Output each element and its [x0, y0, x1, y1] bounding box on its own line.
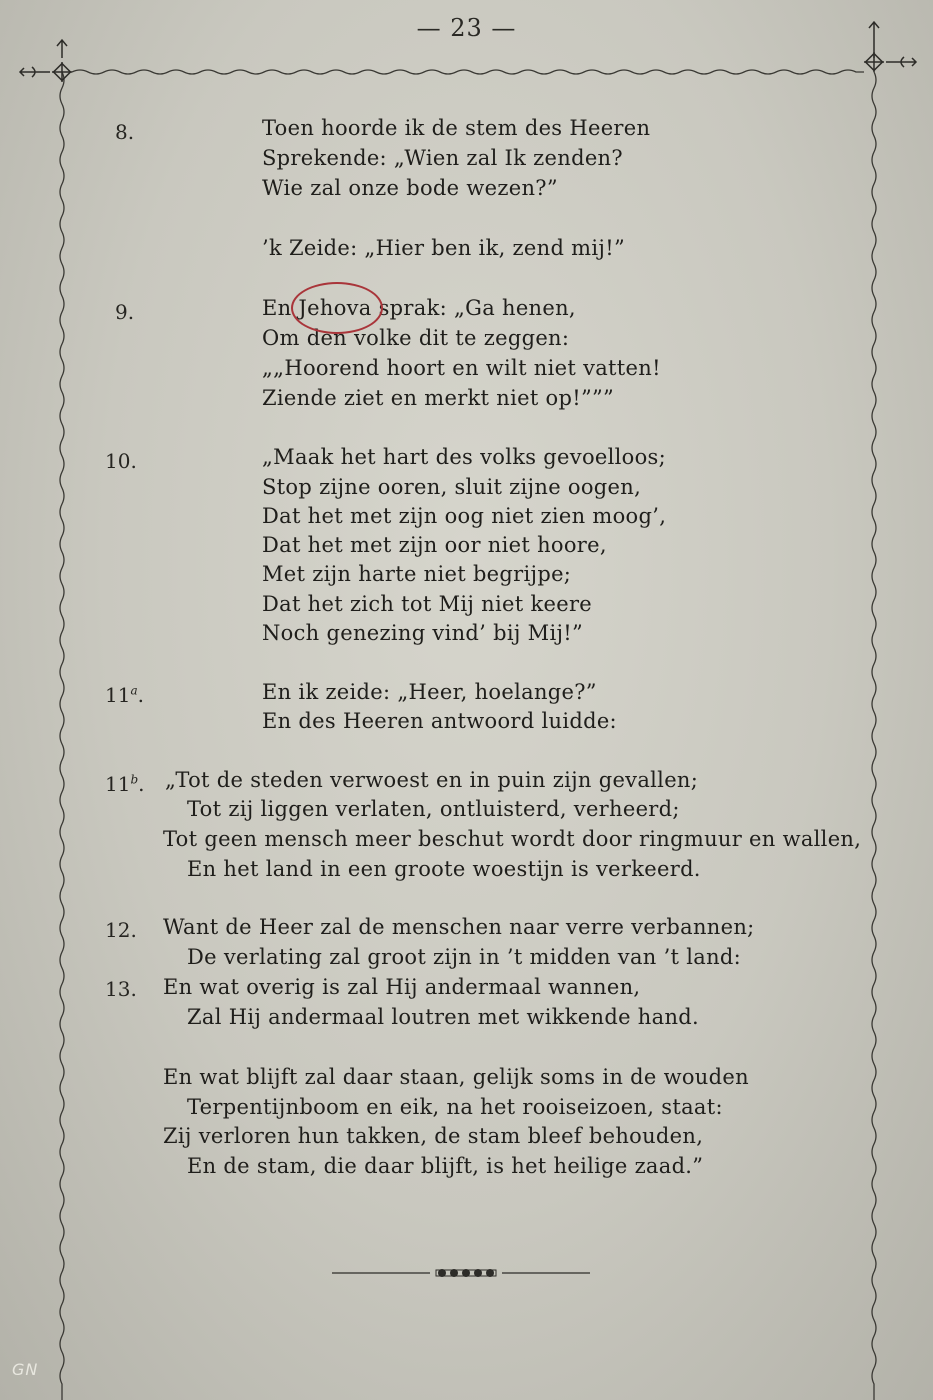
tailpiece-ornament: [332, 1270, 590, 1277]
verse-line: Dat het zich tot Mij niet keere: [262, 592, 593, 616]
verse-line: Want de Heer zal de menschen naar verre verbannen;: [163, 915, 755, 939]
verse-line: Met zijn harte niet begrijpe;: [262, 562, 572, 586]
verse-line: De verlating zal groot zijn in ’t midden van ’t land:: [187, 945, 742, 969]
page-number: — 23 —: [416, 14, 517, 42]
verse-line: Stop zijne ooren, sluit zijne oogen,: [262, 475, 642, 499]
verse-line: Ziende ziet en merkt niet op!”””: [262, 386, 615, 410]
verse-line: En ik zeide: „Heer, hoelange?”: [262, 680, 597, 704]
annotation-circle: [291, 282, 383, 334]
verse-line: En het land in een groote woestijn is verkeerd.: [187, 857, 701, 881]
verse-line: Dat het met zijn oor niet hoore,: [262, 533, 607, 557]
verse-line: Om den volke dit te zeggen:: [262, 326, 570, 350]
verse-line: Tot geen mensch meer beschut wordt door ringmuur en wallen,: [163, 827, 862, 851]
verse-line: ’k Zeide: „Hier ben ik, zend mij!”: [262, 236, 625, 260]
verse-line: En des Heeren antwoord luidde:: [262, 709, 617, 733]
verse-line: Dat het met zijn oog niet zien moog’,: [262, 504, 667, 528]
verse-line: Terpentijnboom en eik, na het rooiseizoen, staat:: [187, 1095, 723, 1119]
verse-line: En de stam, die daar blijft, is het heilige zaad.”: [187, 1154, 704, 1178]
verse-number: 11$^b$.: [105, 772, 145, 796]
verse-line: Wie zal onze bode wezen?”: [262, 176, 558, 200]
verse-number: 8.: [115, 120, 135, 144]
verse-line: Zal Hij andermaal loutren met wikkende hand.: [187, 1005, 699, 1029]
verse-line: „Tot de steden verwoest en in puin zijn gevallen;: [165, 768, 699, 792]
verse-line: Toen hoorde ik de stem des Heeren: [262, 116, 651, 140]
verse-line: „Maak het hart des volks gevoelloos;: [262, 445, 666, 469]
verse-number: 13.: [105, 977, 137, 1001]
verse-line: „„Hoorend hoort en wilt niet vatten!: [262, 356, 661, 380]
verse-line: Zij verloren hun takken, de stam bleef behouden,: [163, 1124, 704, 1148]
verse-number: 10.: [105, 449, 137, 473]
verse-line: Sprekende: „Wien zal Ik zenden?: [262, 146, 623, 170]
verse-line: Noch genezing vind’ bij Mij!”: [262, 621, 584, 645]
verse-number: 11$^a$.: [105, 683, 144, 707]
verse-line: Tot zij liggen verlaten, ontluisterd, verheerd;: [187, 797, 680, 821]
verse-line: En wat blijft zal daar staan, gelijk soms in de wouden: [163, 1065, 749, 1089]
verse-number: 12.: [105, 918, 137, 942]
verse-line: En Jehova sprak: „Ga henen,: [262, 296, 576, 320]
verse-line: En wat overig is zal Hij andermaal wannen,: [163, 975, 641, 999]
verse-number: 9.: [115, 300, 135, 324]
photographer-signature: GN: [12, 1360, 39, 1379]
